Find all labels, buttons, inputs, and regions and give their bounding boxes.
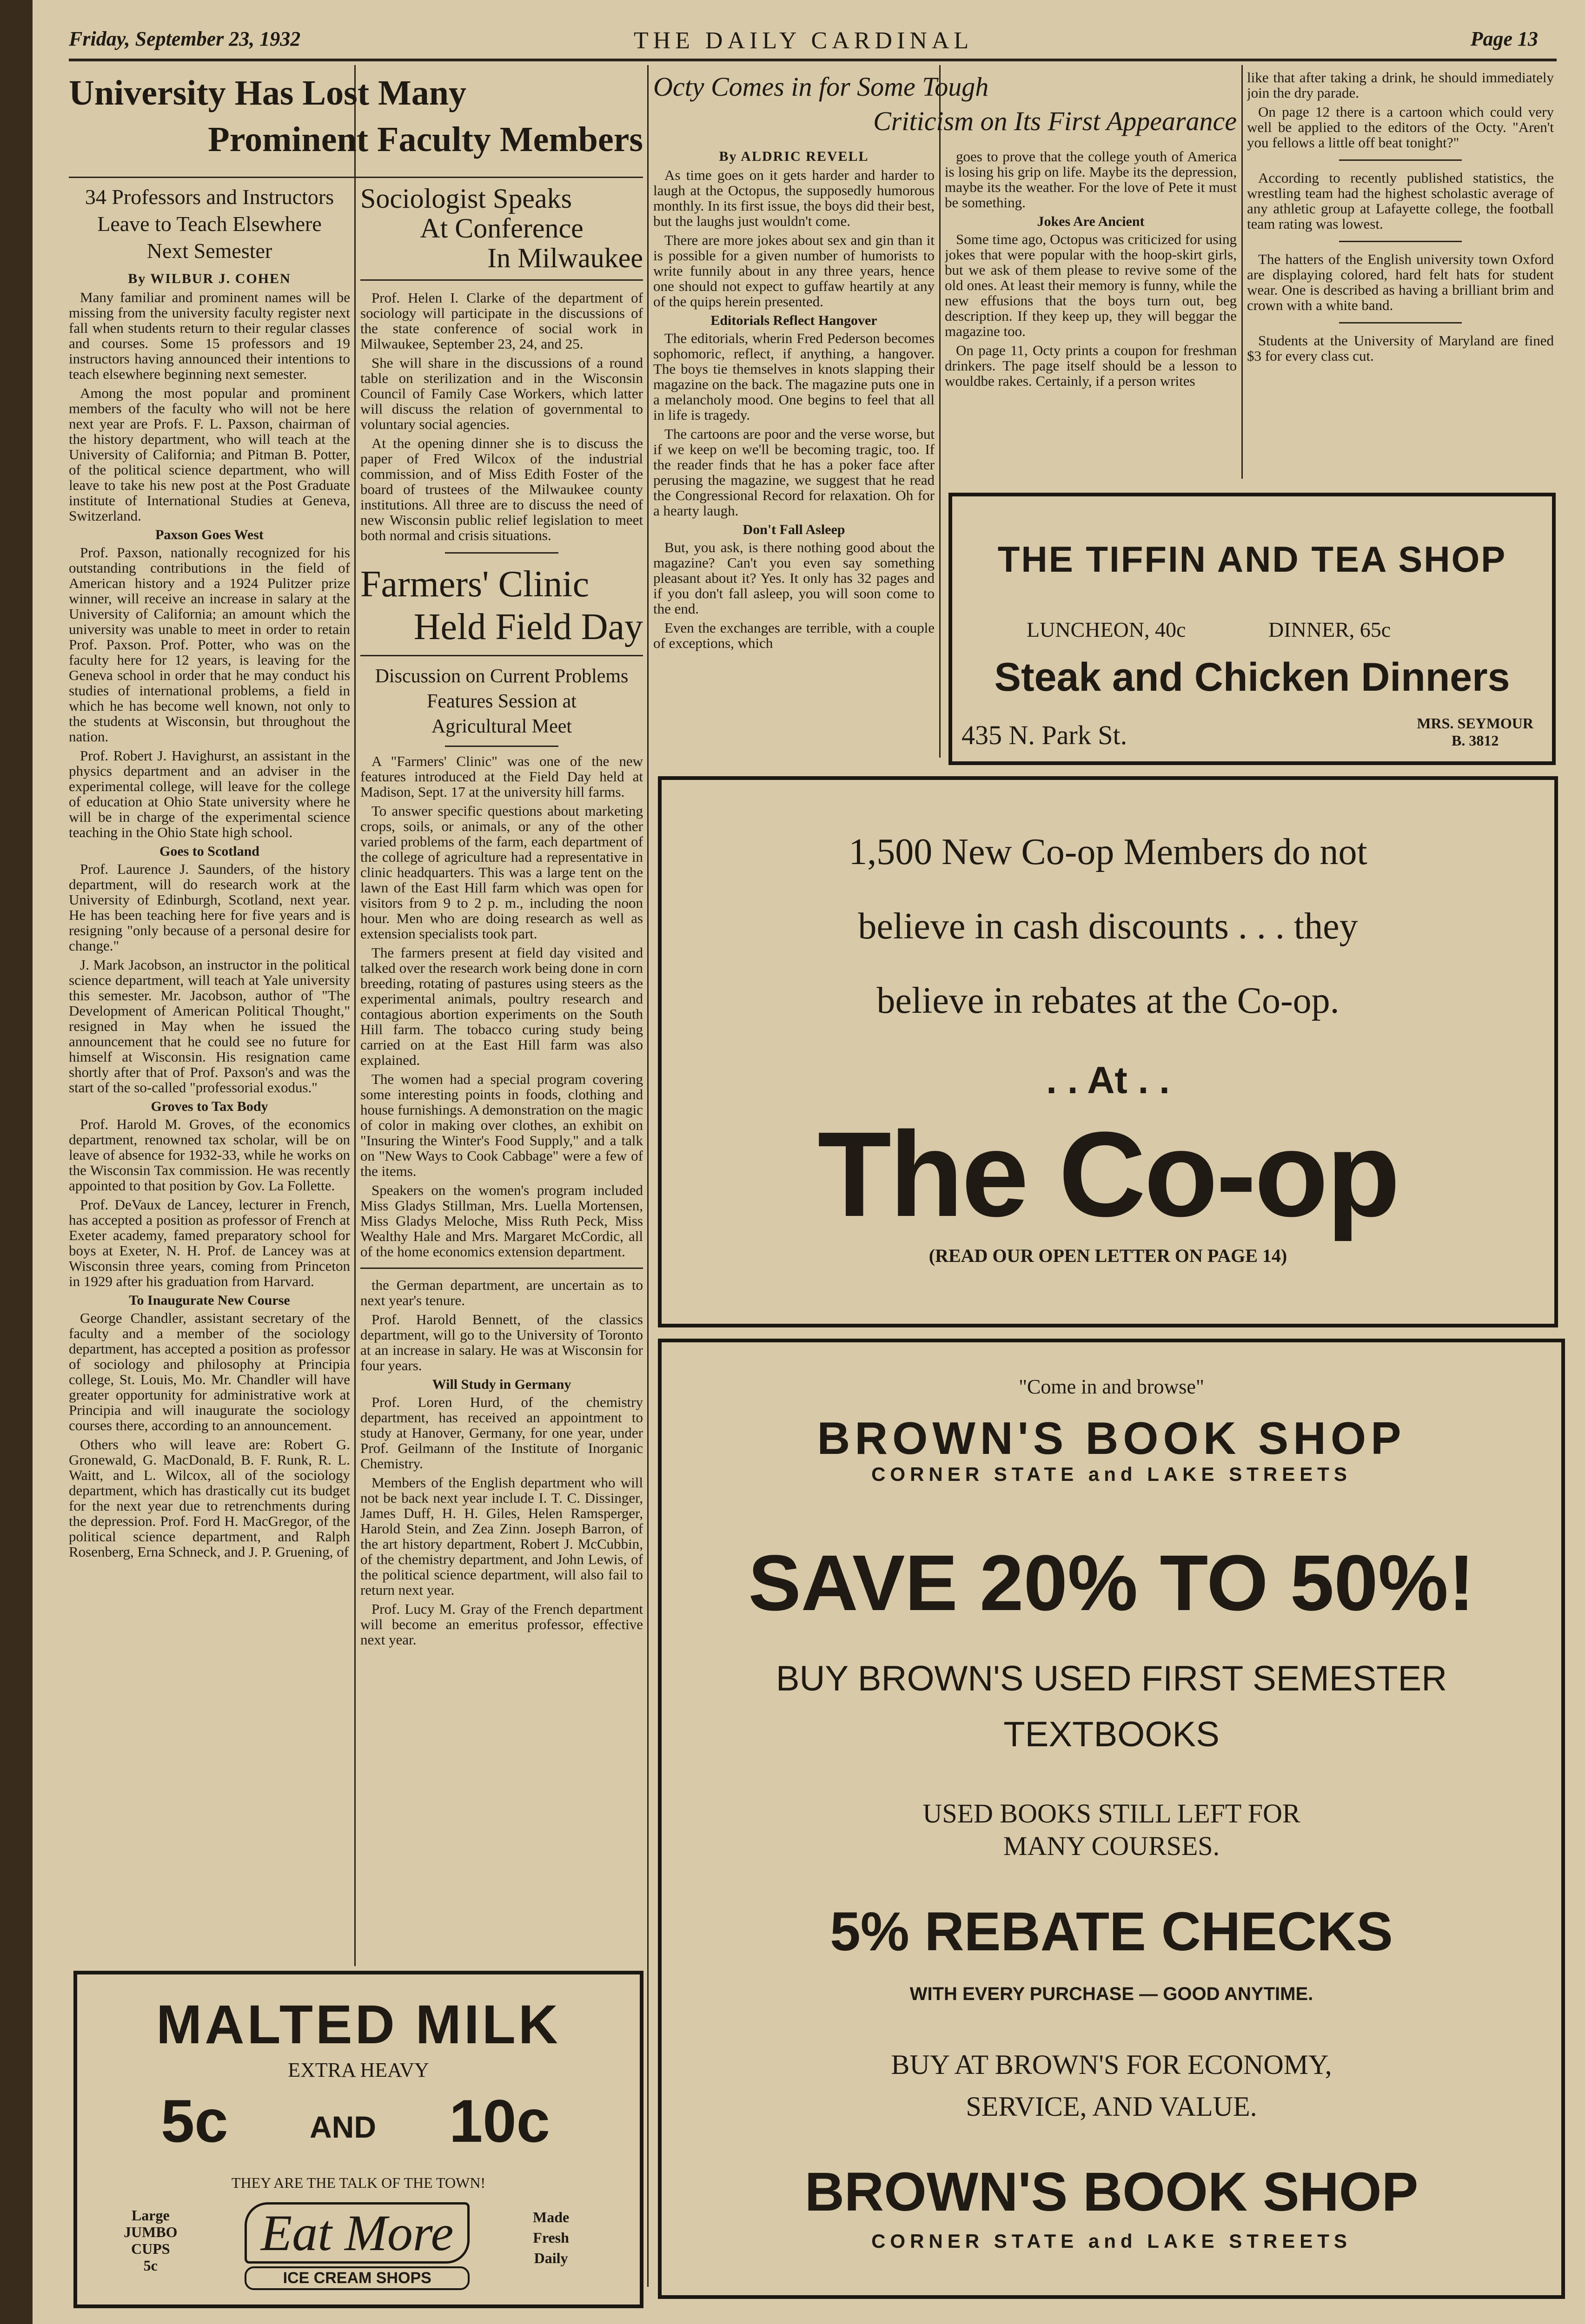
tiffin-tagline: Steak and Chicken Dinners [994, 655, 1510, 700]
octy-headline-2: Criticism on Its First Appearance [873, 106, 1237, 136]
faculty-sub-3: Groves to Tax Body [151, 1099, 268, 1114]
faculty-headline-rule [69, 177, 643, 178]
farmers-deck-1: Discussion on Current Problems Features Session at [375, 666, 629, 712]
malted-left-2: JUMBO [124, 2224, 178, 2240]
column-rule-1 [354, 65, 356, 1966]
octy-p6: Even the exchanges are terrible, with a couple of exceptions, which [653, 620, 935, 651]
briefs-separator-3 [1339, 322, 1462, 324]
browns-buy-2: TEXTBOOKS [1003, 1715, 1220, 1754]
briefs-separator-2 [1339, 241, 1462, 242]
faculty-sub-1: Paxson Goes West [155, 527, 264, 542]
paper-name: THE DAILY CARDINAL [633, 27, 974, 54]
browns-name-2: BROWN'S BOOK SHOP [804, 2161, 1419, 2223]
tiffin-luncheon: LUNCHEON, 40c [1027, 618, 1186, 641]
faculty-sub-4: To Inaugurate New Course [129, 1293, 290, 1308]
coop-line-2: believe in cash discounts . . . they [858, 906, 1358, 947]
briefs-column [1247, 70, 1554, 479]
eat-more-logo [245, 2202, 470, 2290]
coop-line-3: believe in rebates at the Co-op. [876, 980, 1340, 1021]
faculty-p6: J. Mark Jacobson, an instructor in the political science department, will teach at Yale university this semester. Mr. Jacobson, author of "The Development of American Political Thought," resigned in May when he issued the announcement that he could see no future for himself at Wisconsin. His resignation came shortly after that of Prof. Paxson's and was the start of the so-called "professorial exodus." [69, 957, 350, 1096]
tiffin-dinner: DINNER, 65c [1268, 618, 1391, 641]
briefs-p4: The hatters of the English university town Oxford are displaying colored, hard felt hats for student wear. One is described as having a brilliant brim and crown with a white band. [1247, 251, 1554, 313]
faculty-p7: Prof. Harold M. Groves, of the economics department, renowned tax scholar, will be on leave of absence for 1932-33, while he works on the Wisconsin Tax commission. He was recently appointed to that position by Gov. La Follette. [69, 1116, 350, 1194]
faculty-deck-1: 34 Professors and Instructors [85, 185, 334, 209]
masthead [69, 27, 1538, 59]
eat-more-logo-sub: ICE CREAM SHOPS [245, 2266, 470, 2290]
farmers-rule [360, 655, 643, 656]
faculty-cont-p1: the German department, are uncertain as to next year's tenure. [360, 1277, 643, 1308]
faculty-p9: George Chandler, assistant secretary of the faculty and a member of the sociology department, has accepted a position as professor of sociology and philosophy at Principia college, St. Louis, Mo. Mr. Chandler will have greater opportunity for administrative work at Principia and will inaugurate the sociology courses there, according to an announcement. [69, 1310, 350, 1433]
tiffin-address: 435 N. Park St. [962, 720, 1127, 750]
page-number: Page 13 [1470, 27, 1538, 50]
masthead-rule [69, 59, 1557, 61]
coop-at: . . At . . [1046, 1059, 1170, 1102]
malted-right-1: Made [533, 2209, 570, 2225]
browns-ad [658, 1339, 1565, 2299]
malted-milk-ad [73, 1971, 643, 2308]
octy-headline [653, 70, 1237, 139]
farmers-headline-1: Farmers' Clinic [360, 564, 590, 605]
newspaper-page [33, 0, 1585, 2324]
faculty-p4: Prof. Robert J. Havighurst, an assistant in the physics department and an adviser in the experimental college, will leave for the college of education at Ohio State university where he will be in charge of the experimental science teaching in the Ohio State high school. [69, 747, 350, 840]
sociologist-p2: She will share in the discussions of a round table on sterilization and in the Wisconsin Council of Family Case Workers, which latter will discuss the relation of governmental to voluntary social agencies. [360, 355, 643, 432]
octy-sub-2: Don't Fall Asleep [743, 522, 845, 537]
browns-every: WITH EVERY PURCHASE — GOOD ANYTIME. [909, 1984, 1313, 2004]
malted-left-1: Large [131, 2207, 170, 2224]
farmers-headline-2: Held Field Day [413, 607, 643, 647]
octy-headline-1: Octy Comes in for Some Tough [653, 72, 989, 102]
octy-p7: goes to prove that the college youth of America is losing his grip on life. Maybe its the depression, maybe its the weather. For the love of Pete it must be something. [945, 149, 1237, 211]
faculty-cont-p4: Members of the English department who will not be back next year include I. T. C. Dissinger, James Duff, H. H. Giles, Helen Ramsperger, Harold Stein, and Zea Zinn. Joseph Barron, of the art history department, Robert J. McCubbin, of the chemistry department, and John Lewis, of the political science department, will also fail to return next year. [360, 1474, 643, 1598]
malted-title: MALTED MILK [156, 1994, 561, 2055]
coop-ad [658, 776, 1558, 1327]
briefs-separator-1 [1339, 159, 1462, 161]
octy-byline: By ALDRIC REVELL [719, 149, 869, 164]
malted-left-3: CUPS [131, 2240, 170, 2257]
malted-right-3: Daily [534, 2250, 568, 2266]
sociologist-headline [360, 184, 643, 273]
briefs-p5: Students at the University of Maryland are fined $3 for every class cut. [1247, 332, 1554, 364]
faculty-cont-p2: Prof. Harold Bennett, of the classics department, will go to the University of Toronto at an increase in salary. He was at Wisconsin for four years. [360, 1311, 643, 1373]
issue-date: Friday, September 23, 1932 [69, 27, 301, 50]
faculty-cont-p5: Prof. Lucy M. Gray of the French department will become an emeritus professor, effective next year. [360, 1601, 643, 1648]
browns-used-1: USED BOOKS STILL LEFT FOR [922, 1798, 1300, 1829]
malted-extra: EXTRA HEAVY [288, 2059, 429, 2081]
faculty-article [69, 184, 350, 1968]
octy-p9: On page 11, Octy prints a coupon for freshman drinkers. The page itself should be a lesson to wouldbe rakes. Certainly, if a person writes [945, 342, 1237, 389]
faculty-deck-3: Next Semester [146, 239, 272, 263]
faculty-p2: Among the most popular and prominent members of the faculty who will not be here next year are Profs. F. L. Paxson, chairman of the history department, who will teach at the University of California; and Pitman B. Potter, of the political science department, who will leave to take his new post at the Post Graduate institute of International Studies at Geneva, Switzerland. [69, 385, 350, 524]
coop-footer: (READ OUR OPEN LETTER ON PAGE 14) [928, 1245, 1287, 1266]
malted-price-5: 5c [161, 2087, 228, 2155]
column-rule-3 [939, 65, 941, 758]
sociologist-rule [360, 279, 643, 281]
octy-p5: But, you ask, is there nothing good about the magazine? Can't you even say something pleasant about it? Yes. It only has 32 pages and if you don't fall asleep, you will soon come to the end. [653, 539, 935, 617]
sociologist-headline-1: Sociologist Speaks [360, 184, 572, 214]
faculty-p5: Prof. Laurence J. Saunders, of the history department, will do research work at the University of Edinburgh, Scotland, next year. He has been teaching here for five years and is resigning "only because of a personal desire for change." [69, 861, 350, 954]
malted-left-text [124, 2207, 178, 2274]
browns-intro: "Come in and browse" [1019, 1375, 1204, 1398]
malted-price-10: 10c [449, 2087, 550, 2155]
sociologist-headline-3: In Milwaukee [487, 243, 643, 273]
octy-p3: The editorials, wherin Fred Pederson becomes sophomoric, reflect, if anything, a hangover. The boys tie themselves in knots slapping their magazine on the back. The magazine puts one in a melancholy mood. One begins to feel that all in life is tragedy. [653, 330, 935, 423]
browns-used-2: MANY COURSES. [1003, 1831, 1220, 1861]
faculty-cont-sub: Will Study in Germany [432, 1377, 571, 1392]
briefs-p1: like that after taking a drink, he should immediately join the dry parade. [1247, 70, 1554, 101]
faculty-headline-1: University Has Lost Many [69, 73, 466, 112]
faculty-headline-block [69, 70, 643, 167]
briefs-p2: On page 12 there is a cartoon which could very well be applied to the editors of the Octy. "Aren't you fellows a little off beat tonight?" [1247, 104, 1554, 151]
coop-line-1: 1,500 New Co-op Members do not [849, 832, 1367, 872]
octy-sub-1: Editorials Reflect Hangover [710, 313, 877, 328]
browns-economy-1: BUY AT BROWN'S FOR ECONOMY, [891, 2049, 1332, 2080]
octy-p8: Some time ago, Octopus was criticized for using jokes that were popular with the hoop-skirt girls, but we ask of them please to revive some of the old ones. At least their memory is funny, while the new effusions that the boys turn out, beg description. If they keep up, they will beggar the magazine too. [945, 231, 1237, 339]
farmers-headline [360, 563, 643, 648]
octy-article-col-1 [653, 149, 935, 762]
sociologist-p3: At the opening dinner she is to discuss the paper of Fred Wilcox of the industrial commission, and of Miss Edith Foster of the board of trustees of the Milwaukee county institutions. All three are to discuss the need of new Wisconsin public relief legislation to meet both normal and crisis situations. [360, 435, 643, 543]
browns-save: SAVE 20% TO 50%! [748, 1539, 1475, 1627]
faculty-p10: Others who will leave are: Robert G. Gronewald, G. MacDonald, B. F. Runk, R. L. Waitt, and L. Wilcox, all of the sociology department, which has drastically cut its budget for the next year due to retrenchments during the depression. Prof. Ford H. MacGregor, of the political science department, and Ralph Rosenberg, Erna Schneck, and J. P. Gruening, of [69, 1436, 350, 1560]
malted-right-2: Fresh [533, 2229, 569, 2246]
malted-left-4: 5c [143, 2257, 158, 2274]
malted-talk: THEY ARE THE TALK OF THE TOWN! [231, 2174, 486, 2191]
farmers-p2: To answer specific questions about marketing crops, soils, or animals, or any of the other varied problems of the farm, each department of the college of agriculture had a representative in clinic headquarters. This was a large tent on the lawn of the East Hill farm which was open for visitors from 9 to 2 p. m., including the noon hour. Men who are doing research as well as extension specialists took part. [360, 803, 643, 942]
octy-p4: The cartoons are poor and the verse worse, but if we keep on we'll be becoming tragic, too. If the reader finds that he has a poker face after perusing the magazine, we suggest that he read the Congressional Record for relaxation. Oh for a hearty laugh. [653, 426, 935, 519]
octy-p2: There are more jokes about sex and gin than it is possible for a given number of humorists to write funnily about in any three years, hence one should not expect to guffaw heartily at any of the quips herein presented. [653, 232, 935, 310]
tiffin-phone: B. 3812 [1451, 732, 1499, 749]
faculty-sub-2: Goes to Scotland [159, 844, 259, 859]
octy-p1: As time goes on it gets harder and harder to laugh at the Octopus, the supposedly humorous monthly. In its first issue, the boys did their best, but the laughs just wouldn't come. [653, 167, 935, 229]
browns-buy-1: BUY BROWN'S USED FIRST SEMESTER [776, 1659, 1447, 1698]
tiffin-contact [1417, 715, 1533, 749]
coop-name: The Co-op [817, 1107, 1399, 1242]
malted-right-text [533, 2207, 569, 2268]
faculty-deck-2: Leave to Teach Elsewhere [97, 212, 322, 236]
tiffin-ad [948, 493, 1556, 765]
farmers-p3: The farmers present at field day visited and talked over the research work being done in corn breeding, rotating of pastures using steers as the experimental animals, poultry research and contagious abortion experiments on the South Hill farm. The tobacco curing study being carried on at the East Hill farm was also explained. [360, 944, 643, 1068]
column-rule-4 [1241, 65, 1243, 479]
tiffin-title: THE TIFFIN AND TEA SHOP [997, 539, 1507, 580]
farmers-p5: Speakers on the women's program included Miss Gladys Stillman, Mrs. Luella Mortensen, Miss Gladys Meloche, Miss Ruth Peck, Miss Wealthy Hale and Mrs. Margaret McCordic, all of the home economics extension department. [360, 1182, 643, 1260]
farmers-deck-2: Agricultural Meet [431, 716, 572, 737]
faculty-byline: By WILBUR J. COHEN [128, 271, 291, 286]
sociologist-p1: Prof. Helen I. Clarke of the department of sociology will participate in the discussions of the state conference of social work in Milwaukee, September 23, 24, and 25. [360, 290, 643, 352]
browns-name: BROWN'S BOOK SHOP [817, 1413, 1406, 1464]
continuation-rule [360, 1268, 643, 1269]
faculty-headline-2: Prominent Faculty Members [208, 120, 643, 159]
browns-address: CORNER STATE and LAKE STREETS [871, 1463, 1352, 1485]
browns-address-2: CORNER STATE and LAKE STREETS [871, 2230, 1352, 2252]
sociologist-headline-2: At Conference [420, 213, 584, 244]
faculty-p1: Many familiar and prominent names will be missing from the university faculty register next fall when students return to their regular classes and courses. Some 15 professors and 19 instructors having announced their intentions to teach elsewhere beginning next semester. [69, 289, 350, 382]
faculty-p8: Prof. DeVaux de Lancey, lecturer in French, has accepted a position as professor of French at Exeter academy, famed preparatory school for boys at Exeter, N. H. Prof. de Lancey was at Wisconsin three years, coming from Princeton in 1929 after his graduation from Harvard. [69, 1196, 350, 1289]
briefs-p3: According to recently published statistics, the wrestling team had the highest scholastic average of any athletic group at Lafayette college, the football team rating was lowest. [1247, 170, 1554, 232]
octy-sub-3: Jokes Are Ancient [1037, 214, 1145, 229]
column-2 [360, 184, 643, 1968]
malted-and: AND [310, 2110, 376, 2144]
farmers-deck-rule [445, 746, 558, 747]
eat-more-logo-main: Eat More [245, 2202, 470, 2264]
faculty-cont-p3: Prof. Loren Hurd, of the chemistry department, has received an appointment to study at Hanover, Germany, for one year, under Prof. Geilmann of the Institute of Inorganic Chemistry. [360, 1394, 643, 1472]
farmers-p1: A "Farmers' Clinic" was one of the new features introduced at the Field Day held at Madison, Sept. 17 at the university hill farms. [360, 753, 643, 800]
article-separator [445, 552, 558, 554]
farmers-p4: The women had a special program covering some interesting points in foods, clothing and house furnishings. A demonstration on the magic of color in making over clothes, an exhibit on "Insuring the Winter's Food Supply," and a talk on "New Ways to Cook Cabbage" were a few of the items. [360, 1071, 643, 1179]
browns-rebate: 5% REBATE CHECKS [830, 1901, 1393, 1962]
octy-article-col-2 [945, 149, 1237, 483]
faculty-p3: Prof. Paxson, nationally recognized for his outstanding contributions in the field of American history and a 1924 Pulitzer prize winner, will receive an increase in salary at the University of California; an amount which the university was unable to meet in order to retain Prof. Paxson. Prof. Potter, who was on the faculty here for 12 years, is leaving for the Geneva school in order that he may conduct his studies of international problems, a field in which he has become well known, not only to the students at Wisconsin, but throughout the nation. [69, 544, 350, 745]
column-rule-2 [647, 65, 649, 2287]
browns-economy-2: SERVICE, AND VALUE. [966, 2091, 1257, 2122]
binding-margin [0, 0, 33, 2324]
tiffin-owner: MRS. SEYMOUR [1417, 715, 1533, 732]
